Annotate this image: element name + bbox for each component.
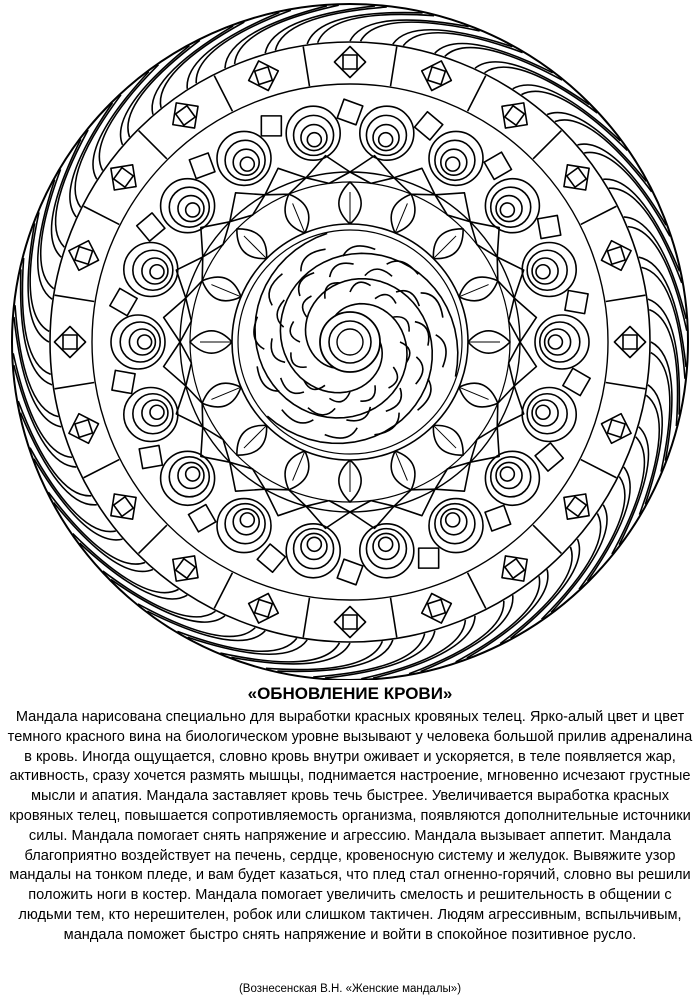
source-citation: (Вознесенская В.Н. «Женские мандалы») (238, 983, 462, 995)
star-band (54, 46, 645, 637)
page-title: «ОБНОВЛЕНИЕ КРОВИ» (247, 684, 453, 703)
outer-rope-band (12, 4, 688, 680)
description-text: Мандала нарисована специально для выработки красных кровяных телец. Ярко-алый цвет и цвет темного красного вина на биологическом уровне вызывают у человека большой прилив адреналина в кровь. Иногда ощущается, словно кровь внутри оживает и ускоряется, в теле появляется жар, активность, сразу хочется размять мышцы, поднимается настроение, мгновенно исчезают грустные мысли и апатия. Мандала заставляет кровь течь быстрее. Увеличивается выработка красных кровяных телец, повышается сопротивляемость организма, появляются дополнительные источники силы. Мандала помогает снять напряжение и агрессию. Мандала вызывает аппетит. Мандала благоприятно воздействует на печень, сердце, кровеносную систему и желудок. Вывяжите узор мандалы на тонком пледе, и вам будет казаться, что плед стал огненно-горячий, словно вы решили положить ноги в костер. Мандала помогает увеличить смелость и решительность в общении с людьми тем, кто нерешителен, робок или слишком тактичен. Людям агрессивным, вспыльчивым, мандала поможет быстро снять напряжение и войти в спокойное позитивное русло. (7, 709, 693, 943)
center-circles (320, 312, 380, 372)
inner-spiral (254, 233, 458, 443)
leaf-petal-ring (190, 182, 510, 502)
